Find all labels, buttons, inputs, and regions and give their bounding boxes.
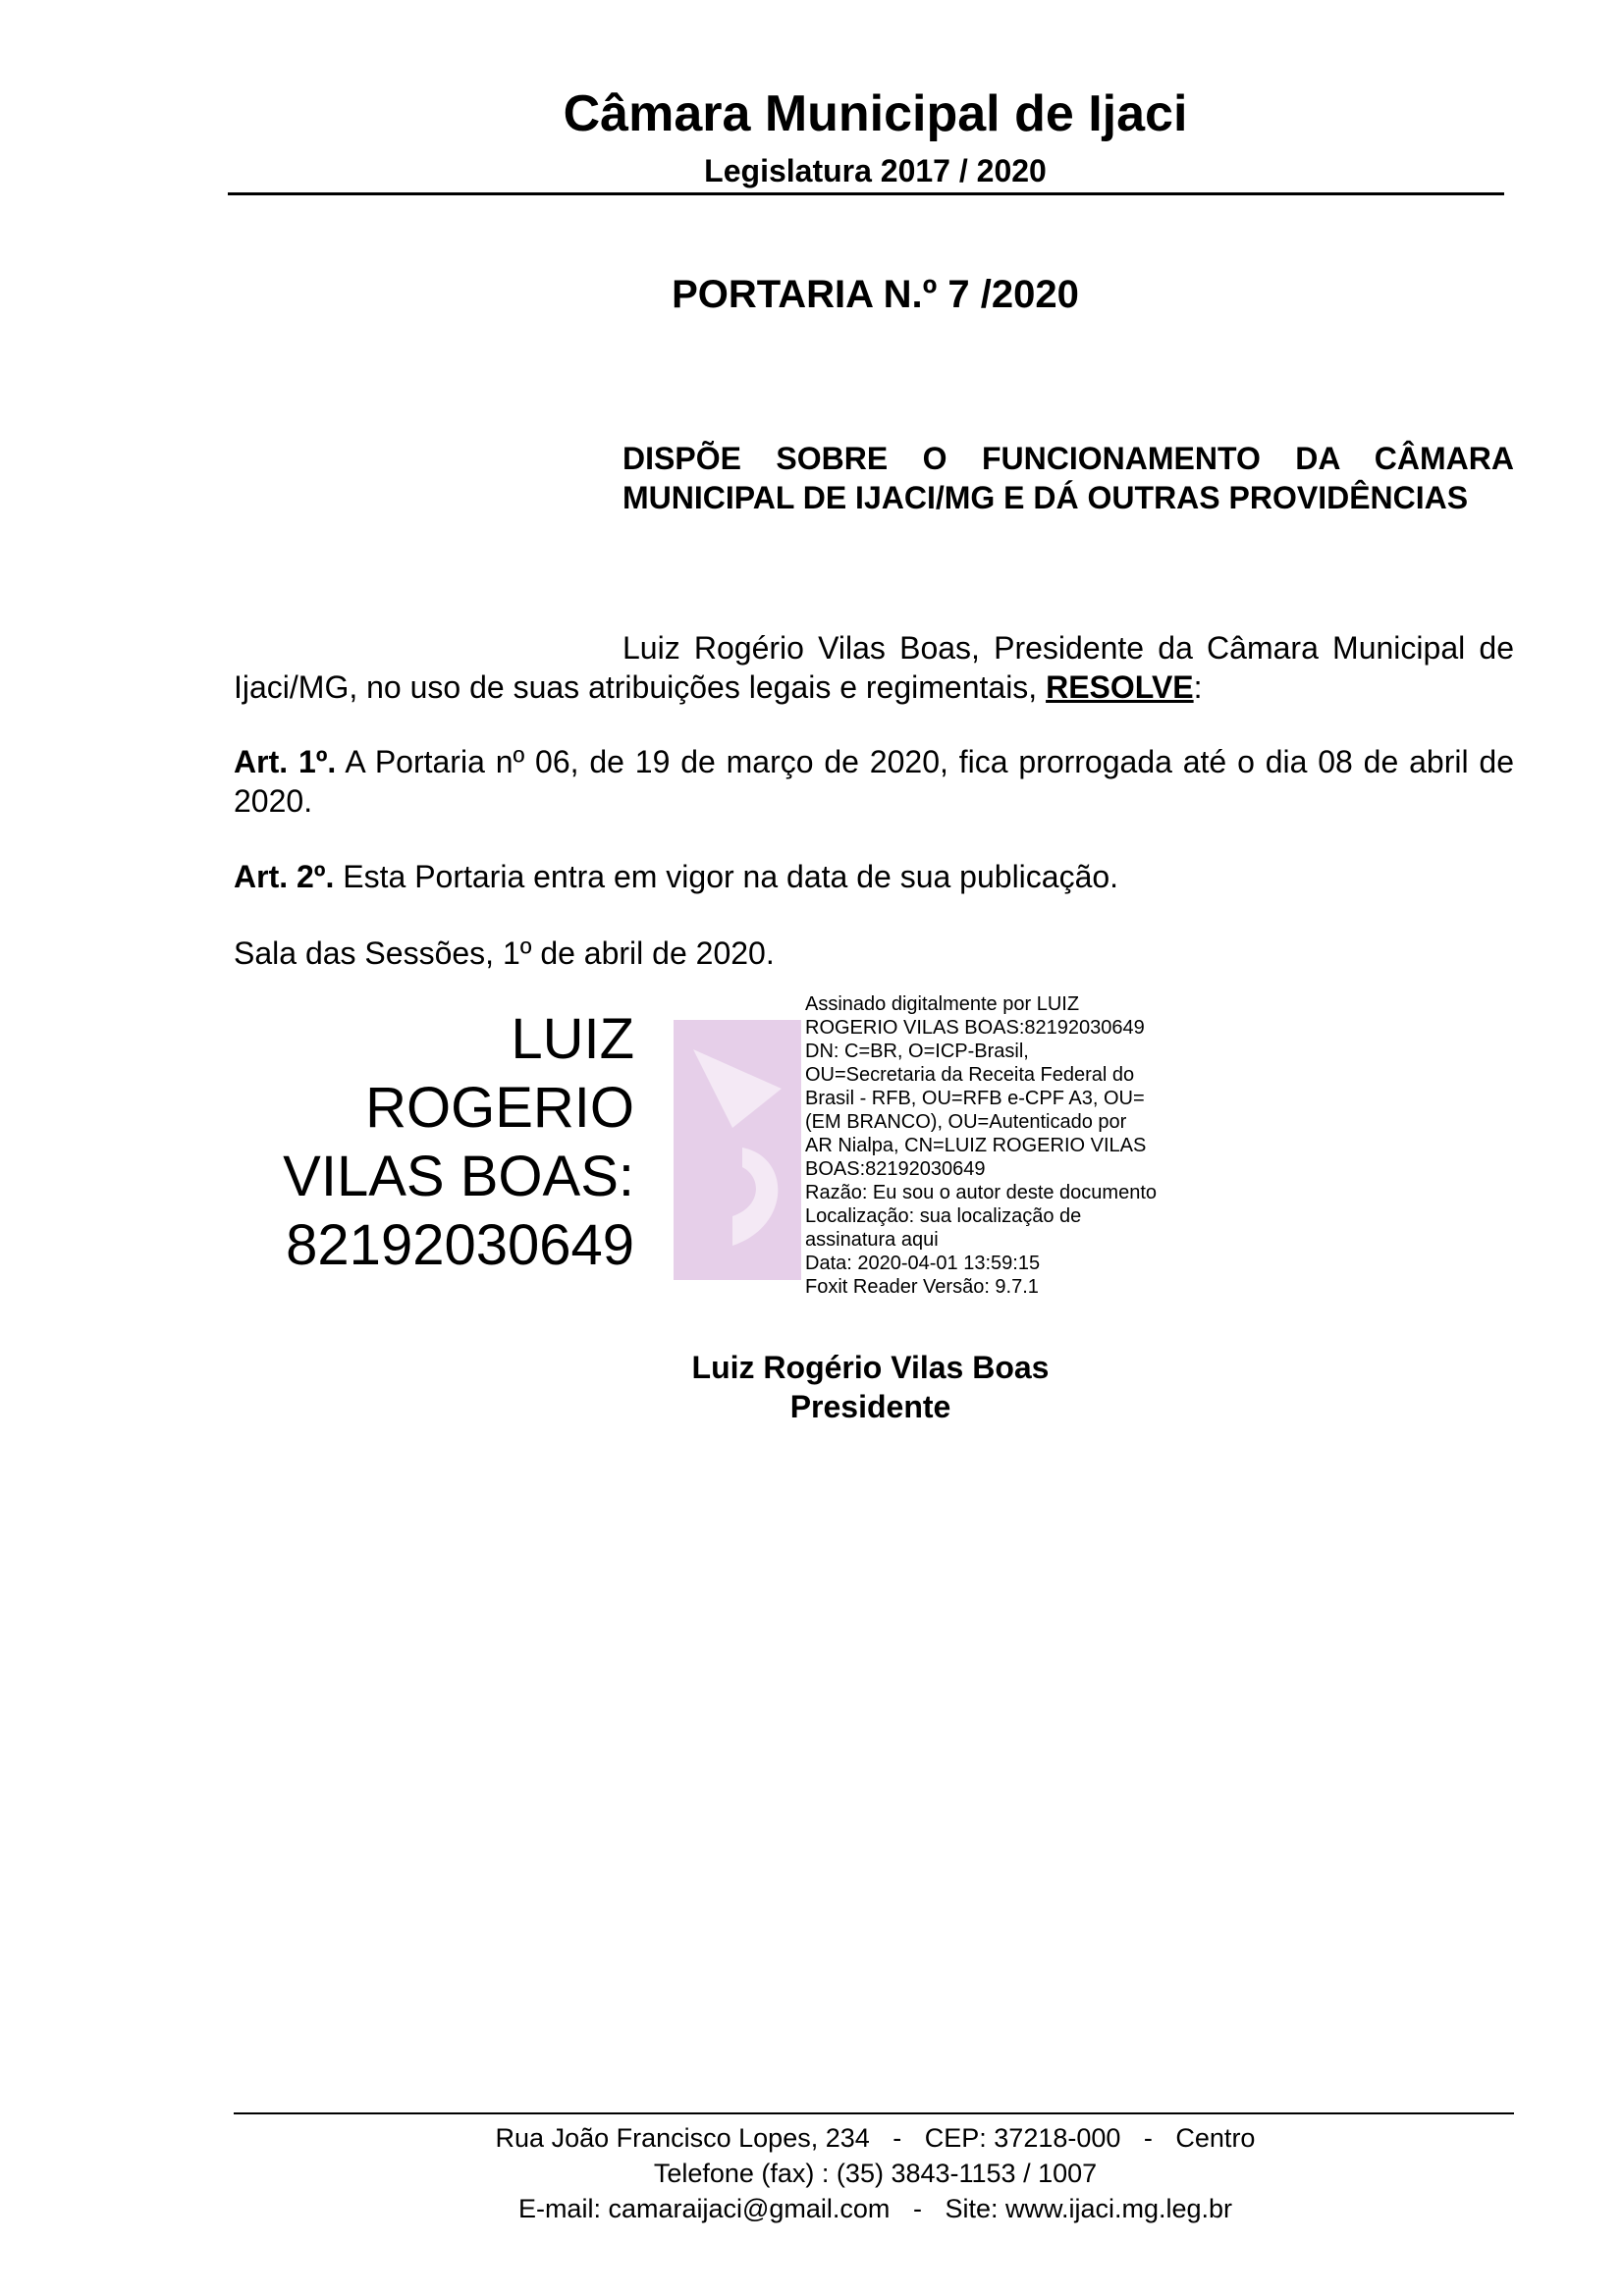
footer-address: Rua João Francisco Lopes, 234 <box>495 2123 870 2153</box>
article-1 <box>234 742 1514 821</box>
footer <box>64 2120 1623 2226</box>
footer-email: E-mail: camaraijaci@gmail.com <box>517 2194 891 2223</box>
footer-cep: CEP: 37218-000 <box>924 2123 1121 2153</box>
footer-phone: Telefone (fax) : (35) 3843-1153 / 1007 <box>653 2159 1098 2188</box>
footer-district: Centro <box>1175 2123 1256 2153</box>
legislature-subtitle: Legislatura 2017 / 2020 <box>704 153 1047 188</box>
footer-site: Site: www.ijaci.mg.leg.br <box>945 2194 1233 2223</box>
document-number: PORTARIA N.º 7 /2020 <box>672 273 1079 316</box>
footer-divider <box>234 2112 1514 2114</box>
intro-colon: : <box>1193 669 1203 705</box>
article-2 <box>234 857 1514 896</box>
signature-name-line: ROGERIO <box>365 1076 634 1140</box>
article-label: Art. 1º. <box>234 744 337 779</box>
signer-name: Luiz Rogério Vilas Boas <box>691 1350 1050 1385</box>
signature-details: Assinado digitalmente por LUIZ ROGERIO VILAS BOAS:82192030649 DN: C=BR, O=ICP-Brasil, OU=Secretaria da Receita Federal do Brasil - RFB, OU=RFB e-CPF A3, OU= (EM BRANCO), OU=Autenticado por AR Nialpa, CN=LUIZ ROGERIO VILAS BOAS:82192030649 Razão: Eu sou o autor deste documento Localização: sua localização de assinatura aqui Data: 2020-04-01 13:59:15 Foxit Reader Versão: 9.7.1 <box>805 993 1158 1298</box>
article-label: Art. 2º. <box>234 859 335 894</box>
signer-role: Presidente <box>789 1389 951 1424</box>
signer-block <box>59 1348 1623 1426</box>
article-text: A Portaria nº 06, de 19 de março de 2020, fica prorrogada até o dia 08 de abril de 2020. <box>234 744 1515 819</box>
digital-signature <box>283 986 1214 1300</box>
footer-separator: - <box>912 2194 922 2223</box>
chamber-title: Câmara Municipal de Ijaci <box>563 85 1188 142</box>
signature-logo-icon <box>674 1020 801 1280</box>
article-text: Esta Portaria entra em vigor na data de sua publicação. <box>334 859 1119 894</box>
signature-name-line: VILAS BOAS: <box>283 1145 634 1208</box>
footer-separator: - <box>893 2123 902 2153</box>
resolve-keyword: RESOLVE <box>1046 669 1194 705</box>
header-divider <box>228 192 1504 195</box>
signature-name-line: 82192030649 <box>286 1213 634 1277</box>
intro-paragraph <box>234 628 1514 707</box>
signature-name-line: LUIZ <box>511 1007 634 1071</box>
footer-address-line <box>64 2120 1623 2156</box>
signature-name <box>143 1005 634 1280</box>
closing-place-date: Sala das Sessões, 1º de abril de 2020. <box>234 935 775 971</box>
footer-separator: - <box>1143 2123 1153 2153</box>
intro-text: Luiz Rogério Vilas Boas, Presidente da Câmara Municipal de Ijaci/MG, no uso de suas atribuições legais e regimentais, <box>234 630 1514 705</box>
summary-ementa: DISPÕE SOBRE O FUNCIONAMENTO DA CÂMARA MUNICIPAL DE IJACI/MG E DÁ OUTRAS PROVIDÊNCIAS <box>622 441 1514 515</box>
footer-contact-line <box>64 2191 1623 2226</box>
